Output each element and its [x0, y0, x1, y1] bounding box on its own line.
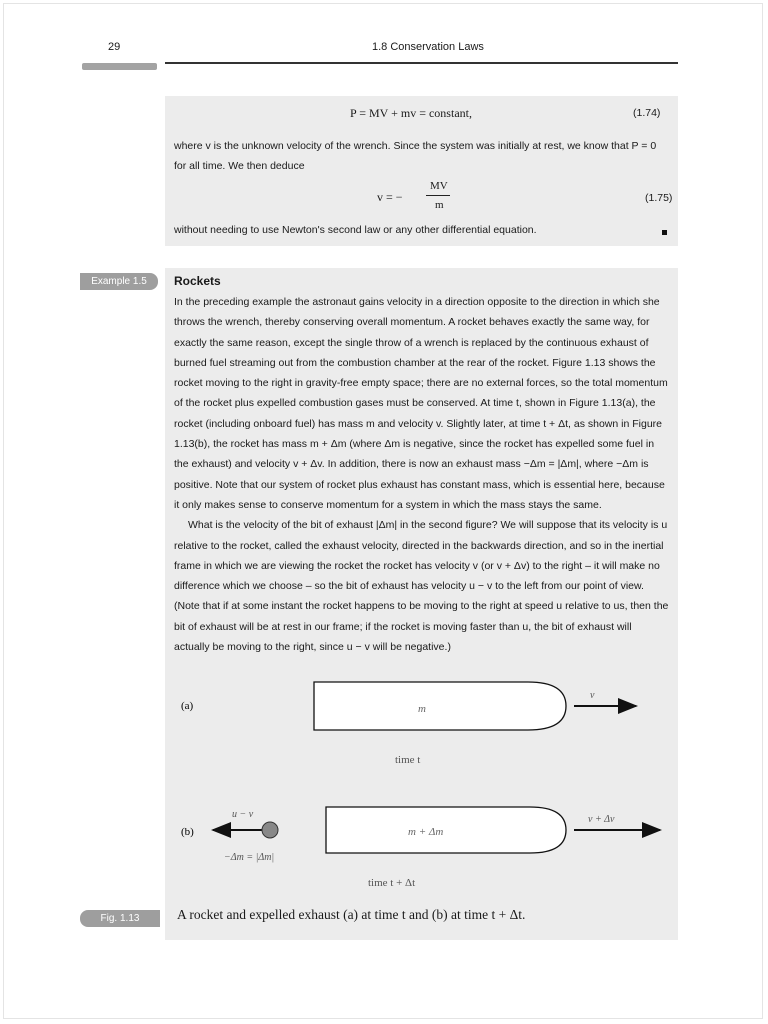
- equation-1-74: P = MV + mv = constant,: [350, 106, 472, 120]
- rocket-b: [326, 807, 566, 853]
- example-tab: Example 1.5: [80, 273, 158, 290]
- rocket-a-mass-label: m: [418, 703, 426, 715]
- example-title: Rockets: [174, 274, 221, 288]
- exhaust-velocity-label: u − v: [232, 809, 254, 820]
- exhaust-mass-label: −Δm = |Δm|: [224, 852, 275, 863]
- figure-caption: A rocket and expelled exhaust (a) at time t and (b) at time t + Δt.: [177, 907, 526, 922]
- panel-a-label: (a): [181, 700, 194, 712]
- equation-numerator: MV: [430, 180, 448, 192]
- rocket-a: [314, 682, 566, 730]
- equation-denominator: m: [435, 199, 444, 211]
- equation-lhs: v = −: [377, 190, 403, 204]
- example-paragraph-2: What is the velocity of the bit of exhaust |Δm| in the second figure? We will suppose that its velocity is u relative to the rocket, called the exhaust velocity, directed in the backwards direction, and so in the inertial frame in which we are viewing the rocket the rocket has velocity v (or v + Δv) to the right – it will make no difference which we choose – so the bit of exhaust has velocity u − v to the left from our point of view. (Note that if at some instant the rocket happens to be moving to the right at speed u relative to us, then the bit of exhaust will be at rest in our frame; if the rocket is moving faster than u, the bit of exhaust will actually be moving to the right, since u − v will be negative.): [174, 519, 669, 654]
- equation-number-1-75: (1.75): [645, 192, 673, 204]
- equation-number-1-74: (1.74): [633, 107, 661, 119]
- paragraph-text: without needing to use Newton's second law or any other differential equation.: [174, 224, 537, 236]
- rocket-b-mass-label: m + Δm: [408, 826, 444, 838]
- exhaust-mass-ball: [262, 822, 278, 838]
- velocity-label-a: v: [590, 690, 595, 701]
- velocity-label-b: v + Δv: [588, 814, 615, 825]
- time-label-b: time t + Δt: [368, 877, 416, 889]
- running-title: 1.8 Conservation Laws: [372, 41, 484, 53]
- page-number: 29: [108, 41, 121, 53]
- paragraph-text: where v is the unknown velocity of the wrench. Since the system was initially at rest, we know that P = 0 for all time. We then deduce: [174, 140, 657, 173]
- figure-tab: Fig. 1.13: [80, 910, 160, 927]
- panel-b-label: (b): [181, 826, 194, 838]
- example-paragraph-1: In the preceding example the astronaut gains velocity in a direction opposite to the direction in which she throws the wrench, thereby conserving overall momentum. A rocket behaves exactly the same way, for exactly the same reason, except the single throw of a wrench is replaced by the continuous exhaust of burned fuel streaming out from the combustion chamber at the rear of the rocket. Figure 1.13 shows the rocket moving to the right in gravity-free empty space; there are no external forces, so the total momentum of the rocket plus expelled combustion gases must be conserved. At time t, shown in Figure 1.13(a), the rocket (including onboard fuel) has mass m and velocity v. Slightly later, at time t + Δt, as shown in Figure 1.13(b), the rocket has mass m + Δm (where Δm is negative, since the rocket has expelled some fuel in the exhaust) and velocity v + Δv. In addition, there is now an exhaust mass −Δm = |Δm|, where −Δm is positive. Note that our system of rocket plus exhaust has constant mass, which is essential here, because it only makes sense to conserve momentum for a system in which the mass stays the same.: [174, 296, 668, 511]
- time-label-a: time t: [395, 754, 421, 766]
